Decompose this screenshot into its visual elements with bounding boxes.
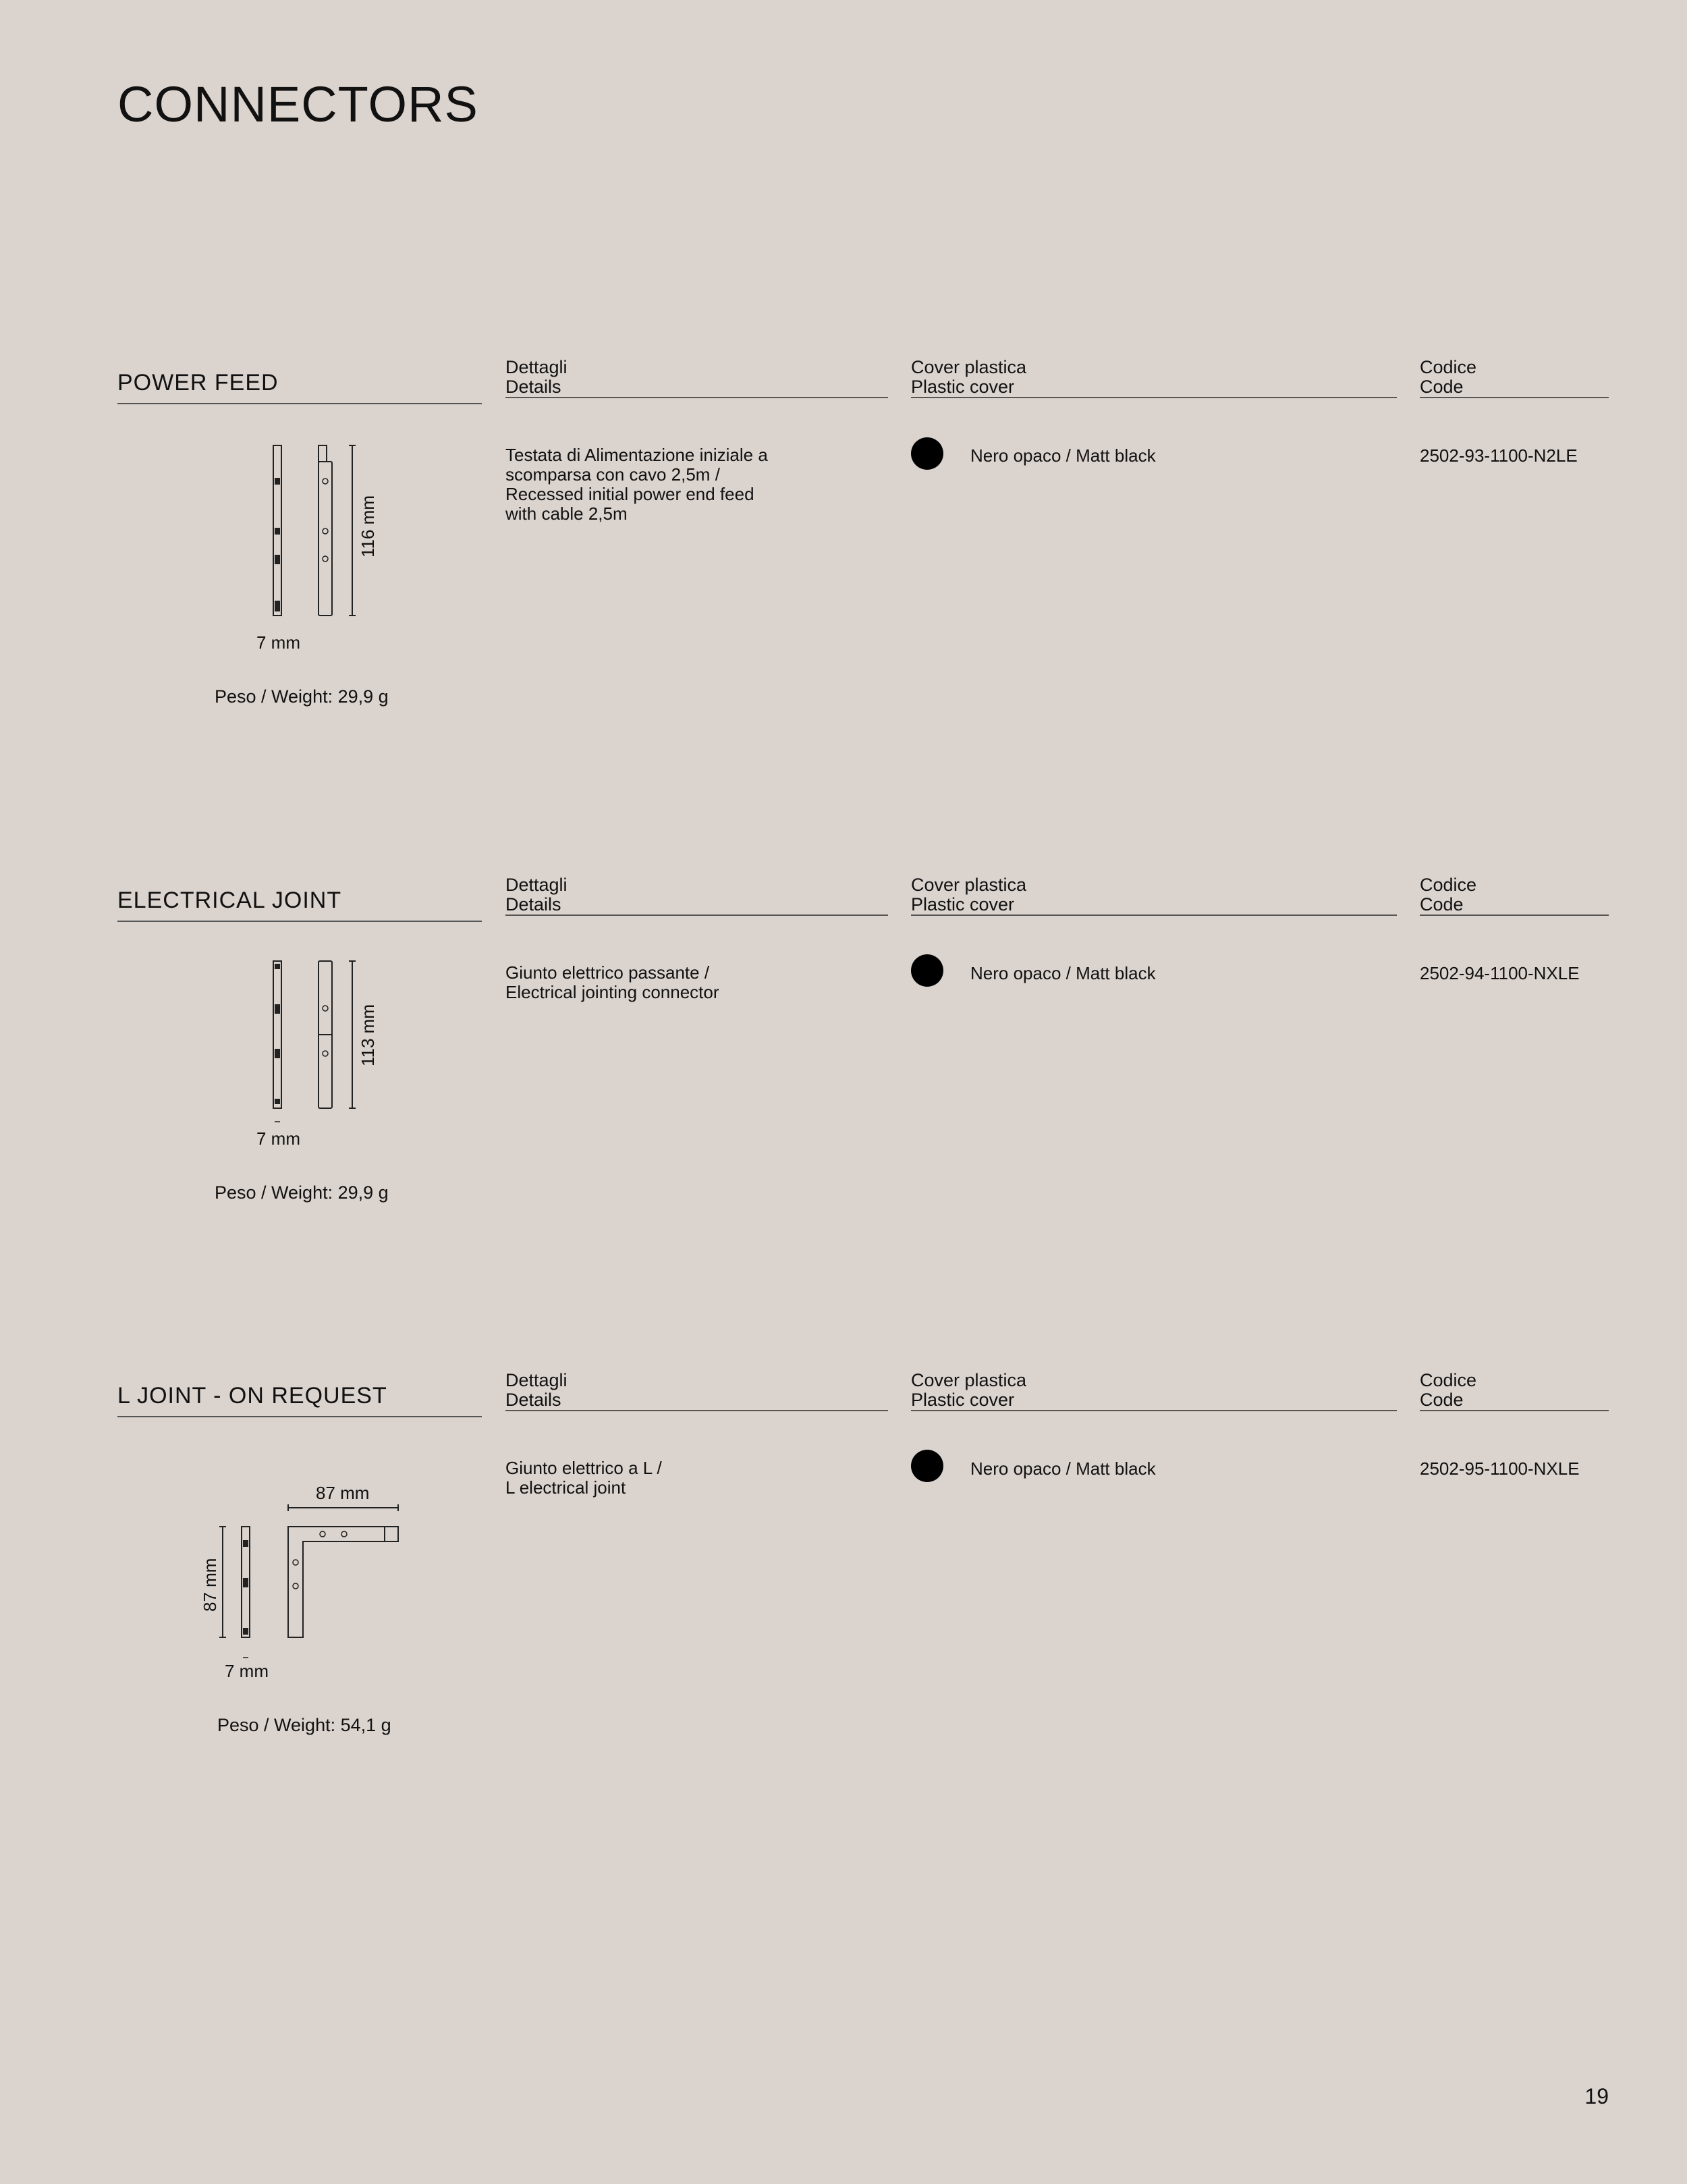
section-title: ELECTRICAL JOINT [117,888,482,922]
header-it: Cover plastica [911,1370,1027,1390]
l-joint-drawing [202,1498,418,1667]
column-header-details [505,875,888,916]
color-swatch [911,1450,943,1482]
column-header-cover [911,358,1397,398]
height-dimension: 116 mm [358,495,378,557]
column-header-code [1420,358,1609,398]
header-en: Code [1420,894,1464,914]
header-en: Plastic cover [911,1390,1015,1410]
header-en: Code [1420,1390,1464,1410]
length-dimension: 87 mm [316,1483,370,1503]
height-dimension: 113 mm [358,1004,378,1066]
detail-text: Giunto elettrico a L / L electrical joint [505,1458,662,1498]
detail-text: Testata di Alimentazione iniziale a scomparsa con cavo 2,5m / Recessed initial power end feed with cable 2,5m [505,445,768,524]
weight-label: Peso / Weight: 54,1 g [217,1715,391,1735]
header-it: Cover plastica [911,875,1027,895]
header-it: Codice [1420,875,1477,895]
width-dimension: 7 mm [256,632,300,653]
column-header-code [1420,1371,1609,1411]
product-code: 2502-93-1100-N2LE [1420,445,1578,466]
column-header-cover [911,1371,1397,1411]
header-it: Cover plastica [911,357,1027,377]
weight-label: Peso / Weight: 29,9 g [215,686,389,707]
section-title: L JOINT - ON REQUEST [117,1383,482,1417]
header-it: Codice [1420,357,1477,377]
header-en: Plastic cover [911,894,1015,914]
product-code: 2502-95-1100-NXLE [1420,1458,1580,1479]
cover-label: Nero opaco / Matt black [970,445,1156,466]
header-en: Code [1420,377,1464,397]
column-header-cover [911,875,1397,916]
header-it: Dettagli [505,1370,568,1390]
header-en: Details [505,894,561,914]
detail-text: Giunto elettrico passante / Electrical jointing connector [505,962,719,1002]
column-header-details [505,1371,888,1411]
header-it: Dettagli [505,875,568,895]
page-number: 19 [1584,2084,1609,2108]
cover-label: Nero opaco / Matt black [970,1458,1156,1479]
color-swatch [911,954,943,987]
header-it: Codice [1420,1370,1477,1390]
page-title: CONNECTORS [117,76,478,132]
color-swatch [911,437,943,470]
height-dimension: 87 mm [200,1558,220,1612]
weight-label: Peso / Weight: 29,9 g [215,1182,389,1203]
header-en: Details [505,377,561,397]
header-en: Details [505,1390,561,1410]
header-en: Plastic cover [911,377,1015,397]
column-header-code [1420,875,1609,916]
product-code: 2502-94-1100-NXLE [1420,963,1580,983]
header-it: Dettagli [505,357,568,377]
cover-label: Nero opaco / Matt black [970,963,1156,983]
section-title: POWER FEED [117,370,482,404]
column-header-details [505,358,888,398]
width-dimension: 7 mm [225,1661,269,1681]
width-dimension: 7 mm [256,1128,300,1149]
